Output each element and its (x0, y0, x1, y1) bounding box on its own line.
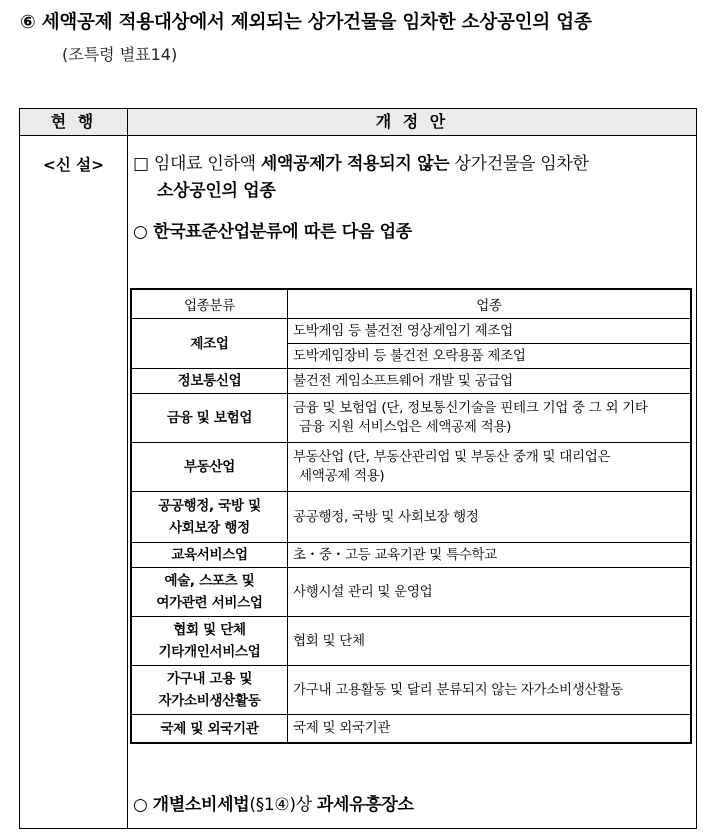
proposal-intro (133, 151, 688, 205)
description-cell: 공공행정, 국방 및 사회보장 행정 (288, 492, 692, 543)
description-line: 부동산업 (단, 부동산관리업 및 부동산 중개 및 대리업은 (293, 449, 611, 465)
description-cell: 협회 및 단체 (288, 617, 692, 666)
description-cell: 초・중・고등 교육기관 및 특수학교 (288, 543, 692, 568)
table-row (131, 715, 691, 744)
category-line: 자가소비생산활동 (158, 693, 261, 709)
category-cell: 교육서비스업 (131, 543, 288, 568)
description-cell (288, 443, 692, 492)
header-industry: 업종 (288, 289, 692, 319)
category-line: 예술, 스포츠 및 (164, 573, 255, 589)
category-cell: 국제 및 외국기관 (131, 715, 288, 744)
intro-prefix: □ 임대료 인하액 (133, 154, 261, 174)
intro-bold: 세액공제가 적용되지 않는 (260, 154, 450, 174)
category-line: 사회보장 행정 (169, 520, 250, 536)
category-line: 가구내 고용 및 (166, 671, 253, 687)
description-line: 금융 및 보험업 (단, 정보통신기술을 핀테크 기업 중 그 외 기타 (293, 400, 648, 416)
category-line: 공공행정, 국방 및 (158, 498, 261, 514)
table-row (131, 369, 691, 394)
table-row (131, 319, 691, 344)
table-row (131, 568, 691, 617)
description-cell: 불건전 게임소프트웨어 개발 및 공급업 (288, 369, 692, 394)
proposal-item-ksic: ○ 한국표준산업분류에 따른 다음 업종 (133, 222, 412, 242)
proposal-intro-line1 (133, 151, 688, 178)
description-cell (288, 394, 692, 443)
description-cell: 가구내 고용활동 및 달리 분류되지 않는 자가소비생산활동 (288, 666, 692, 715)
description-cell: 사행시설 관리 및 운영업 (288, 568, 692, 617)
table-row (131, 617, 691, 666)
category-cell (131, 617, 288, 666)
table-row (131, 543, 691, 568)
table-row (131, 443, 691, 492)
industry-table (130, 288, 692, 744)
description-cell: 국제 및 외국기관 (288, 715, 692, 744)
category-cell (131, 666, 288, 715)
item2-mid: (§1④)상 (249, 795, 317, 815)
category-cell: 정보통신업 (131, 369, 288, 394)
industry-table-header (131, 289, 691, 319)
table-row (131, 492, 691, 543)
proposal-item-entertainment (133, 790, 414, 815)
comparison-table (19, 108, 697, 829)
category-cell (131, 568, 288, 617)
current-new-label: <신 설> (42, 156, 105, 174)
header-current: 현 행 (50, 112, 97, 131)
item2-bold-venue: 과세유흥장소 (316, 795, 414, 815)
item2-prefix: ○ (133, 795, 153, 815)
description-cell: 도박게임 등 불건전 영상게임기 제조업 (288, 319, 692, 344)
section-title: ⑥ 세액공제 적용대상에서 제외되는 상가건물을 임차한 소상공인의 업종 (20, 12, 592, 33)
section-subtitle: (조특령 별표14) (62, 45, 178, 64)
category-line: 협회 및 단체 (173, 622, 246, 638)
table-row (131, 666, 691, 715)
category-cell: 금융 및 보험업 (131, 394, 288, 443)
item2-bold-law: 개별소비세법 (152, 795, 250, 815)
category-cell (131, 492, 288, 543)
header-category: 업종분류 (131, 289, 288, 319)
comparison-header (20, 109, 696, 136)
description-line: 세액공제 적용) (299, 468, 385, 484)
description-cell: 도박게임장비 등 불건전 오락용품 제조업 (288, 344, 692, 369)
header-proposed: 개 정 안 (375, 112, 449, 131)
description-line: 금융 지원 서비스업은 세액공제 적용) (299, 419, 512, 435)
proposal-intro-line2: 소상공인의 업종 (157, 181, 276, 201)
intro-suffix: 상가건물을 임차한 (449, 154, 589, 174)
category-cell: 부동산업 (131, 443, 288, 492)
column-divider (127, 109, 128, 828)
category-line: 여가관련 서비스업 (156, 595, 263, 611)
category-line: 기타개인서비스업 (158, 644, 261, 660)
category-cell: 제조업 (131, 319, 288, 369)
table-row (131, 394, 691, 443)
